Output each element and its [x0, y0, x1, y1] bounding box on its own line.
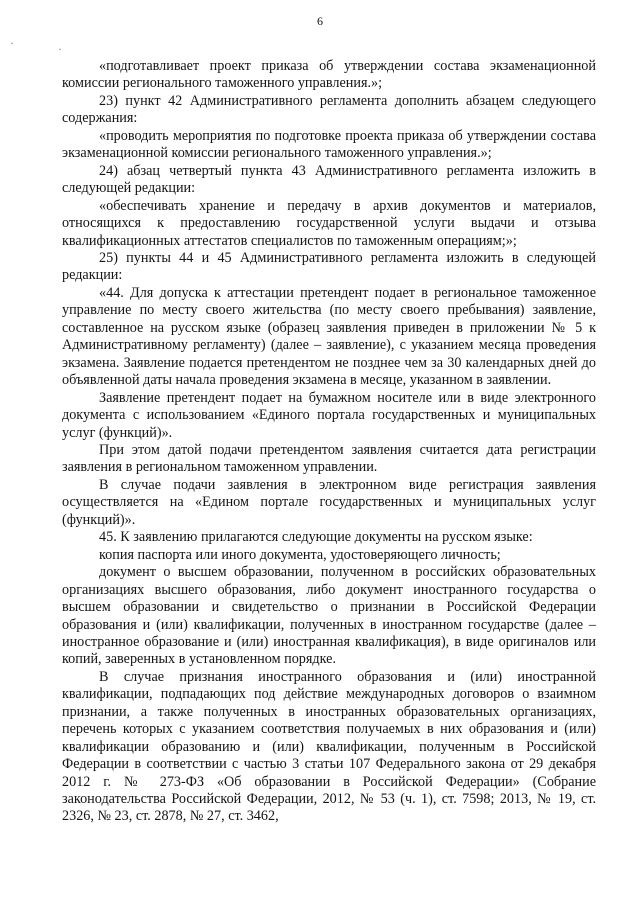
paragraph: 23) пункт 42 Административного регламента дополнить абзацем следующего содержания:	[62, 92, 596, 127]
paragraph: В случае подачи заявления в электронном виде регистрация заявления осуществляется на «Едином портале государственных и муниципальных услуг (функций)».	[62, 476, 596, 528]
paragraph: 45. К заявлению прилагаются следующие документы на русском языке:	[99, 529, 533, 546]
page-number: 6	[317, 14, 323, 28]
paragraph: 24) абзац четвертый пункта 43 Административного регламента изложить в следующей редакции:	[62, 162, 596, 197]
scan-mark: ·	[58, 42, 62, 56]
scan-mark: ·	[10, 36, 14, 50]
paragraph: «44. Для допуска к аттестации претендент подает в региональное таможенное управление по месту своего жительства (по месту своего пребывания) заявление, составленное на русском языке (образец заявления приведен в приложении № 5 к Административному регламенту) (далее – заявление), с указанием месяца проведения экзамена. Заявление подается претендентом не позднее чем за 30 календарных дней до объявленной даты начала проведения экзамена в месяце, указанном в заявлении.	[62, 284, 596, 389]
paragraph: В случае признания иностранного образования и (или) иностранной квалификации, подпадающих под действие международных договоров о взаимном признании, а также полученных в иностранных образовательных организациях, перечень которых с указанием соответствия получаемых в них образования и (или) квалификации образованию и (или) квалификации, полученным в Российской Федерации в соответствии с частью 3 статьи 107 Федерального закона от 29 декабря 2012 г. № 273-ФЗ «Об образовании в Российской Федерации» (Собрание законодательства Российской Федерации, 2012, № 53 (ч. 1), ст. 7598; 2013, № 19, ст. 2326, № 23, ст. 2878, № 27, ст. 3462,	[62, 668, 596, 825]
paragraph: копия паспорта или иного документа, удостоверяющего личность;	[99, 546, 501, 563]
paragraph: 25) пункты 44 и 45 Административного регламента изложить в следующей редакции:	[62, 249, 596, 284]
paragraph: «подготавливает проект приказа об утверждении состава экзаменационной комиссии регионального таможенного управления.»;	[62, 58, 596, 92]
paragraph: При этом датой подачи претендентом заявления считается дата регистрации заявления в региональном таможенном управлении.	[62, 441, 596, 476]
paragraph: «обеспечивать хранение и передачу в архив документов и материалов, относящихся к предоставлению государственной услуги выдачи и отзыва квалификационных аттестатов специалистов по таможенным операциям;»;	[62, 197, 596, 249]
document-body	[62, 58, 596, 826]
paragraph: Заявление претендент подает на бумажном носителе или в виде электронного документа с использованием «Единого портала государственных и муниципальных услуг (функций)».	[62, 389, 596, 441]
paragraph: «проводить мероприятия по подготовке проекта приказа об утверждении состава экзаменационной комиссии регионального таможенного управления.»;	[62, 127, 596, 162]
paragraph: документ о высшем образовании, полученном в российских образовательных организациях высшего образования, либо документ иностранного государства о высшем образовании и свидетельство о признании в Российской Федерации образования и (или) квалификации, полученных в иностранном государстве (далее – иностранное образование и (или) иностранная квалификация), в виде оригиналов или копий, заверенных в установленном порядке.	[62, 564, 596, 668]
